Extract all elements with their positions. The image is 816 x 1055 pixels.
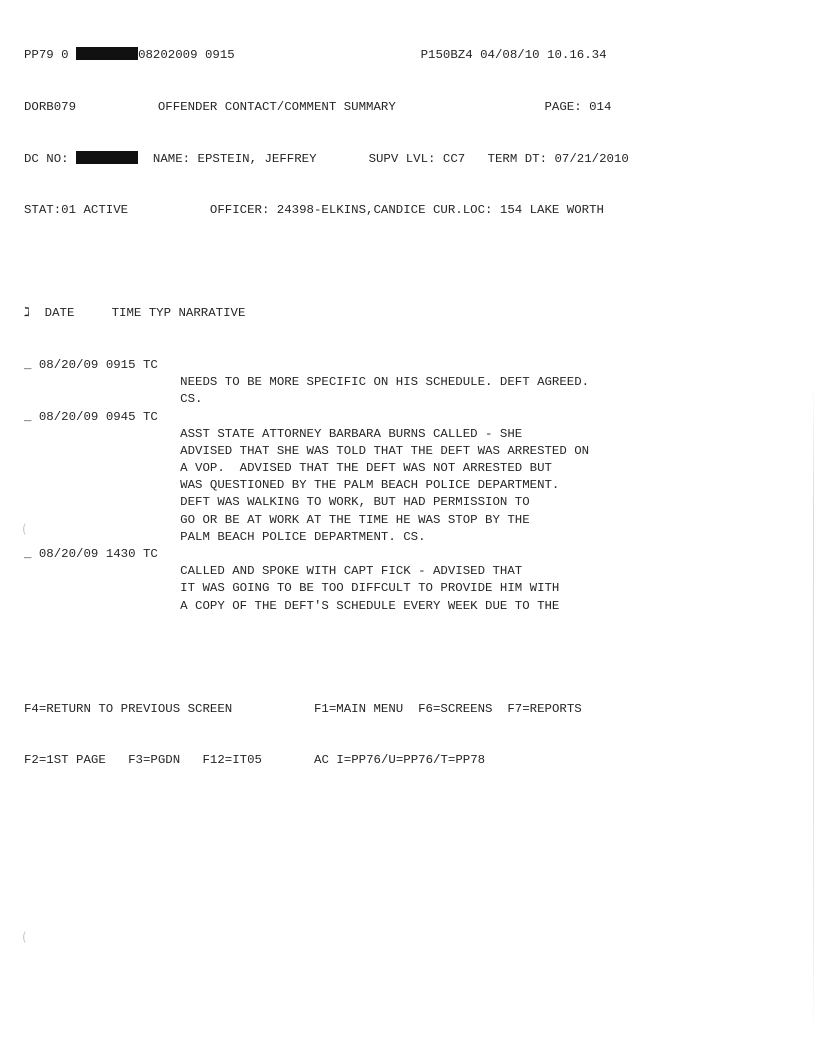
column-headers — [24, 305, 629, 322]
narrative-text: IT WAS GOING TO BE TOO DIFFCULT TO PROVIDE HIM WITH — [180, 581, 560, 596]
narrative-line — [24, 443, 629, 460]
entry-select-field[interactable]: _ — [24, 547, 32, 562]
column-marker: ℷ — [24, 306, 30, 321]
blank-line — [24, 254, 629, 271]
entry-spacer — [98, 410, 105, 424]
entry-time: 1430 — [105, 547, 136, 562]
footer-spacer — [403, 702, 418, 716]
narrative-text: A VOP. ADVISED THAT THE DEFT WAS NOT ARRESTED BUT — [180, 461, 552, 476]
narrative-text: CALLED AND SPOKE WITH CAPT FICK - ADVISED THAT — [180, 564, 523, 579]
footer-spacer — [492, 702, 507, 716]
entry-spacer — [98, 547, 105, 561]
terminal-screen — [24, 13, 629, 787]
entry-spacer — [31, 358, 38, 372]
header-line-3 — [24, 151, 629, 168]
dc-number-label: DC NO: — [24, 151, 77, 166]
system-timestamp: P150BZ4 04/08/10 10.16.34 — [420, 48, 607, 63]
entry-type: TC — [143, 409, 158, 424]
entry-spacer — [136, 410, 143, 424]
scan-speck: ( — [22, 522, 27, 536]
entry-date: 08/20/09 — [38, 357, 99, 372]
narrative-indent — [24, 478, 180, 492]
narrative-indent — [24, 375, 180, 389]
footer-spacer — [262, 753, 314, 767]
f4-return-key[interactable]: F4=RETURN TO PREVIOUS SCREEN — [24, 701, 233, 716]
narrative-text: ASST STATE ATTORNEY BARBARA BURNS CALLED - SHE — [180, 426, 523, 441]
f2-first-page-key[interactable]: F2=1ST PAGE — [24, 753, 106, 768]
entry-spacer — [136, 547, 143, 561]
offender-name-line: NAME: EPSTEIN, JEFFREY SUPV LVL: CC7 TERM DT: 07/21/2010 — [138, 151, 629, 166]
header-line-1 — [24, 47, 629, 64]
narrative-text: WAS QUESTIONED BY THE PALM BEACH POLICE DEPARTMENT. — [180, 478, 560, 493]
entry-row — [24, 357, 629, 374]
entry-select-field[interactable]: _ — [24, 357, 32, 372]
narrative-line — [24, 598, 629, 615]
header-line-4: STAT:01 ACTIVE OFFICER: 24398-ELKINS,CANDICE CUR.LOC: 154 LAKE WORTH — [24, 203, 604, 218]
blank-line — [24, 649, 629, 666]
redaction-block — [76, 47, 138, 60]
narrative-line — [24, 494, 629, 511]
narrative-line — [24, 477, 629, 494]
entry-spacer — [31, 547, 38, 561]
f6-screens-key[interactable]: F6=SCREENS — [418, 701, 493, 716]
narrative-line — [24, 426, 629, 443]
narrative-line — [24, 512, 629, 529]
contact-datetime: 08202009 0915 — [138, 48, 235, 63]
entry-spacer — [98, 358, 105, 372]
entry-date: 08/20/09 — [38, 547, 99, 562]
narrative-indent — [24, 444, 180, 458]
narrative-indent — [24, 495, 180, 509]
contact-entries-list — [24, 357, 629, 615]
entry-time: 0945 — [105, 409, 136, 424]
entry-date: 08/20/09 — [38, 409, 99, 424]
action-code-field[interactable]: AC I=PP76/U=PP76/T=PP78 — [314, 753, 486, 768]
f12-key[interactable]: F12=IT05 — [202, 753, 262, 768]
footer-spacer — [106, 753, 128, 767]
narrative-text: PALM BEACH POLICE DEPARTMENT. CS. — [180, 529, 426, 544]
narrative-line — [24, 529, 629, 546]
entry-row — [24, 409, 629, 426]
header-line-2: DORB079 OFFENDER CONTACT/COMMENT SUMMARY PAGE: 014 — [24, 100, 612, 114]
narrative-line — [24, 580, 629, 597]
scan-edge-artifact — [813, 380, 814, 1040]
narrative-text: CS. — [180, 392, 203, 407]
column-header-text: DATE TIME TYP NARRATIVE — [29, 306, 246, 321]
narrative-indent — [24, 427, 180, 441]
narrative-text: ADVISED THAT SHE WAS TOLD THAT THE DEFT WAS ARRESTED ON — [180, 443, 590, 458]
program-code: PP79 0 — [24, 48, 77, 63]
f3-page-down-key[interactable]: F3=PGDN — [128, 753, 181, 768]
f1-main-menu-key[interactable]: F1=MAIN MENU — [314, 701, 404, 716]
footer-spacer — [232, 702, 314, 716]
scan-speck: ( — [22, 930, 27, 944]
narrative-text: DEFT WAS WALKING TO WORK, BUT HAD PERMISSION TO — [180, 495, 530, 510]
narrative-indent — [24, 599, 180, 613]
footer-line-1 — [24, 701, 629, 718]
entry-row — [24, 546, 629, 563]
narrative-line — [24, 460, 629, 477]
narrative-text: GO OR BE AT WORK AT THE TIME HE WAS STOP BY THE — [180, 512, 530, 527]
entry-type: TC — [143, 547, 158, 562]
narrative-line — [24, 374, 629, 391]
redaction-block — [76, 151, 138, 164]
narrative-indent — [24, 530, 180, 544]
header-spacer — [235, 48, 421, 62]
entry-time: 0915 — [105, 357, 136, 372]
footer-line-2 — [24, 752, 629, 769]
entry-spacer — [31, 410, 38, 424]
f7-reports-key[interactable]: F7=REPORTS — [507, 701, 582, 716]
entry-spacer — [136, 358, 143, 372]
entry-select-field[interactable]: _ — [24, 409, 32, 424]
narrative-indent — [24, 581, 180, 595]
narrative-indent — [24, 564, 180, 578]
entry-type: TC — [143, 357, 158, 372]
narrative-text: NEEDS TO BE MORE SPECIFIC ON HIS SCHEDULE. DEFT AGREED. — [180, 375, 590, 390]
footer-spacer — [180, 753, 202, 767]
narrative-line — [24, 563, 629, 580]
narrative-indent — [24, 513, 180, 527]
narrative-indent — [24, 392, 180, 406]
narrative-line — [24, 391, 629, 408]
narrative-text: A COPY OF THE DEFT'S SCHEDULE EVERY WEEK DUE TO THE — [180, 598, 560, 613]
narrative-indent — [24, 461, 180, 475]
